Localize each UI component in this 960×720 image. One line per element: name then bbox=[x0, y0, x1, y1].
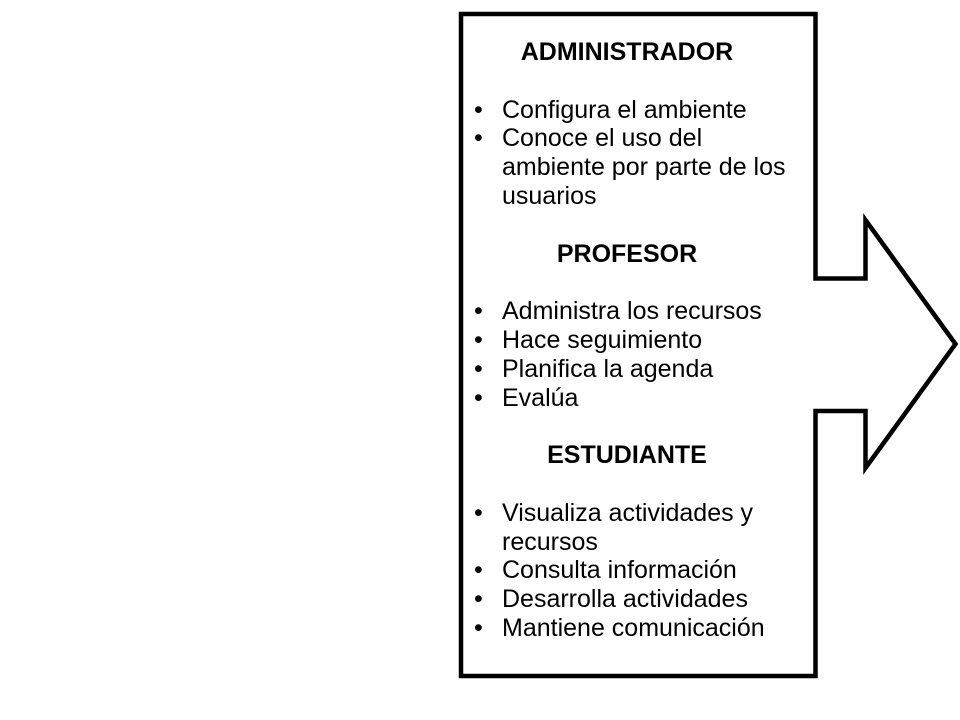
bullet-item: • Hace seguimiento bbox=[463, 326, 791, 355]
section-heading-administrador: ADMINISTRADOR bbox=[520, 38, 734, 66]
bullet-item: • Visualiza actividades y recursos bbox=[463, 499, 791, 557]
bullet-item: • Planifica la agenda bbox=[463, 355, 791, 384]
bullet-item: • Desarrolla actividades bbox=[463, 585, 791, 614]
profesor-bullet-list bbox=[463, 297, 791, 412]
blank-line bbox=[463, 211, 791, 240]
estudiante-bullet-list bbox=[463, 499, 791, 643]
blank-line bbox=[463, 412, 791, 441]
roles-panel bbox=[463, 16, 811, 643]
blank-line bbox=[463, 67, 791, 96]
administrador-bullet-list bbox=[463, 96, 791, 211]
bullet-item: • Mantiene comunicación bbox=[463, 614, 791, 643]
bullet-item: • Evalúa bbox=[463, 384, 791, 413]
bullet-item: • Conoce el uso del ambiente por parte de los usuarios bbox=[463, 124, 791, 210]
section-heading-profesor: PROFESOR bbox=[556, 239, 698, 268]
blank-line bbox=[463, 268, 791, 297]
bullet-item: • Consulta información bbox=[463, 556, 791, 585]
bullet-item: • Administra los recursos bbox=[463, 297, 791, 326]
blank-line bbox=[463, 470, 791, 499]
bullet-item: • Configura el ambiente bbox=[463, 96, 791, 125]
section-heading-estudiante: ESTUDIANTE bbox=[547, 441, 707, 470]
